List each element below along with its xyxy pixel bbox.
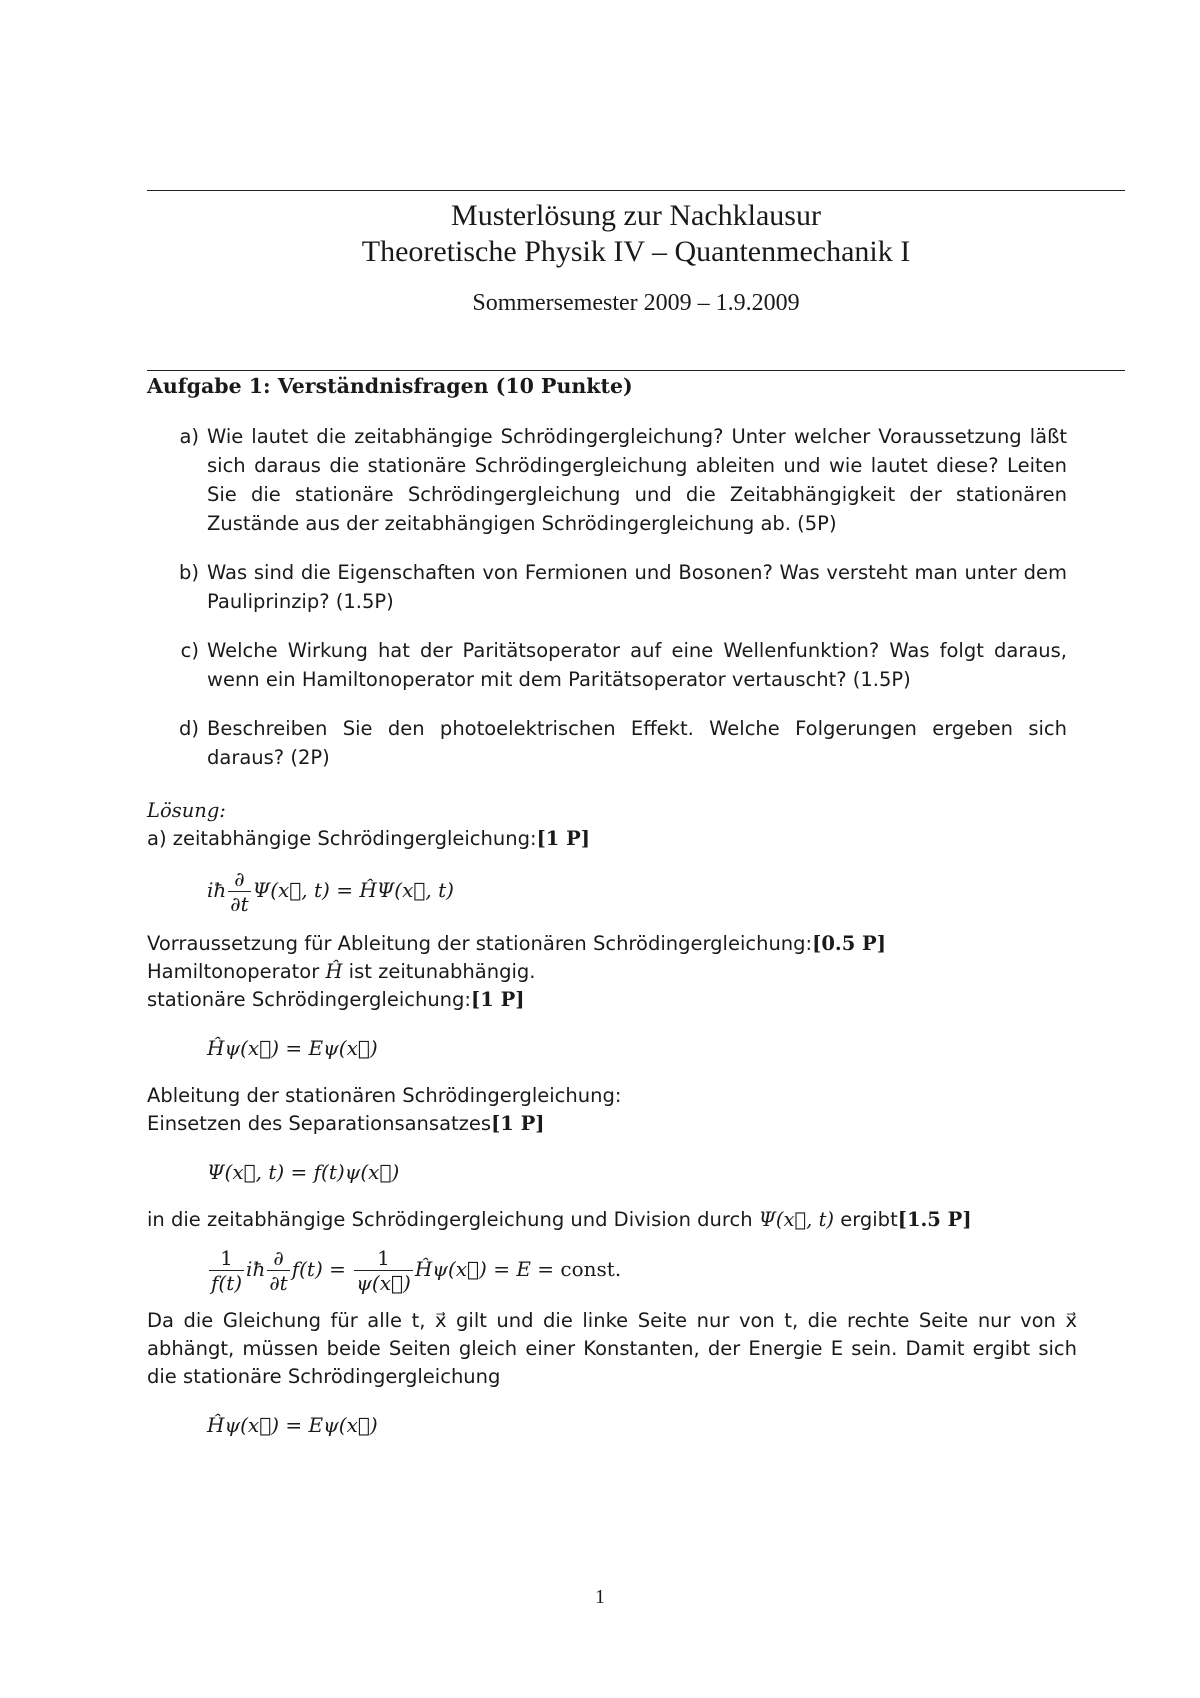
separation-text: Einsetzen des Separationsansatzes — [147, 1112, 492, 1135]
semester-date: Sommersemester 2009 – 1.9.2009 — [472, 290, 800, 316]
hamilton-line — [147, 958, 1077, 986]
question-label: b) — [179, 561, 199, 584]
document-title: Musterlösung zur Nachklausur — [451, 199, 821, 232]
solution-line-a — [147, 825, 1077, 853]
derivation-line: Ableitung der stationären Schrödingergleichung: — [147, 1084, 622, 1107]
top-rule — [147, 190, 1125, 191]
eq4-frac3-num: 1 — [354, 1246, 413, 1271]
eq4-mid: iħ — [246, 1257, 266, 1281]
page-number: 1 — [595, 1586, 605, 1608]
question-text: Beschreiben Sie den photoelektrischen Effekt. Welche Folgerungen ergeben sich daraus? (2P) — [207, 717, 1067, 769]
prereq-text: Vorraussetzung für Ableitung der stationären Schrödingergleichung: — [147, 932, 813, 955]
equation-time-dependent — [147, 867, 1077, 916]
points-badge: [1 P] — [470, 988, 525, 1011]
question-list — [147, 422, 1067, 792]
insert-line — [147, 1206, 1077, 1234]
points-badge: [1 P] — [491, 1112, 545, 1135]
prereq-line — [147, 930, 1077, 958]
eq4-frac3-den: ψ(x⃗) — [356, 1271, 411, 1295]
hamilton-symbol: Ĥ — [325, 960, 343, 983]
eq1-prefix: iħ — [207, 878, 227, 902]
eq4-frac1 — [209, 1246, 244, 1295]
question-label: a) — [179, 425, 199, 448]
eq4-frac1-den: f(t) — [211, 1271, 243, 1295]
stationary-text: stationäre Schrödingergleichung: — [147, 988, 471, 1011]
solution-a-text: a) zeitabhängige Schrödingergleichung: — [147, 827, 537, 850]
document-subtitle: Theoretische Physik IV – Quantenmechanik I — [361, 235, 911, 268]
insert-pre: in die zeitabhängige Schrödingergleichung und Division durch — [147, 1208, 753, 1231]
title-block — [147, 198, 1125, 318]
stationary-line — [147, 986, 1077, 1014]
points-badge: [1 P] — [536, 827, 591, 850]
points-badge: [0.5 P] — [812, 932, 886, 955]
conclusion-paragraph: Da die Gleichung für alle t, x⃗ gilt und die linke Seite nur von t, die rechte Seite nur von x⃗ abhängt, müssen beide Seiten gleich einer Konstanten, der Energie E sein. Damit ergibt sich die stationäre Schrödingergleichung — [147, 1309, 1077, 1388]
solution-section — [147, 797, 1077, 1439]
eq1-frac-num: ∂ — [228, 867, 250, 892]
task-heading: Aufgabe 1: Verständnisfragen (10 Punkte) — [147, 374, 633, 398]
question-item — [147, 714, 1067, 772]
hamilton-post: ist zeitunabhängig. — [348, 960, 536, 983]
insert-post: ergibt — [840, 1208, 898, 1231]
question-label: c) — [180, 639, 199, 662]
eq1-frac-den: ∂t — [230, 892, 249, 916]
question-text: Was sind die Eigenschaften von Fermionen und Bosonen? Was versteht man unter dem Pauliprinzip? (1.5P) — [207, 561, 1067, 613]
question-text: Wie lautet die zeitabhängige Schrödingergleichung? Unter welcher Voraussetzung läßt sich daraus die stationäre Schrödingergleichung ableiten und wie lautet diese? Leiten Sie die stationäre Schrödingergleichung und die Zeitabhängigkeit der stationären Zustände aus der zeitabhängigen Schrödingergleichung ab. (5P) — [207, 425, 1067, 535]
equation-stationary: Ĥψ(x⃗) = Eψ(x⃗) — [207, 1036, 378, 1060]
eq1-rest: Ψ(x⃗, t) = ĤΨ(x⃗, t) — [252, 878, 454, 902]
eq1-derivative — [228, 867, 250, 916]
eq4-after: f(t) = — [291, 1257, 346, 1281]
header-rule — [147, 370, 1125, 371]
points-badge: [1.5 P] — [897, 1208, 972, 1231]
eq4-frac2-den: ∂t — [269, 1271, 288, 1295]
question-text: Welche Wirkung hat der Paritätsoperator auf eine Wellenfunktion? Was folgt daraus, wenn ein Hamiltonoperator mit dem Paritätsoperator vertauscht? (1.5P) — [207, 639, 1067, 691]
eq4-frac1-num: 1 — [209, 1246, 244, 1271]
question-item — [147, 558, 1067, 616]
equation-separation: Ψ(x⃗, t) = f(t)ψ(x⃗) — [207, 1160, 400, 1184]
eq4-end: Ĥψ(x⃗) = E = — [414, 1257, 555, 1281]
question-item — [147, 636, 1067, 694]
question-item — [147, 422, 1067, 538]
equation-stationary-final: Ĥψ(x⃗) = Eψ(x⃗) — [207, 1413, 378, 1437]
eq4-frac2-num: ∂ — [267, 1246, 289, 1271]
insert-symbol: Ψ(x⃗, t) — [758, 1208, 835, 1231]
eq4-frac3 — [354, 1246, 413, 1295]
hamilton-pre: Hamiltonoperator — [147, 960, 320, 983]
solution-heading: Lösung: — [147, 799, 226, 822]
eq4-frac2 — [267, 1246, 289, 1295]
question-label: d) — [179, 717, 199, 740]
equation-divided — [147, 1246, 1077, 1295]
separation-line — [147, 1110, 1077, 1138]
eq4-const: const. — [560, 1257, 622, 1281]
